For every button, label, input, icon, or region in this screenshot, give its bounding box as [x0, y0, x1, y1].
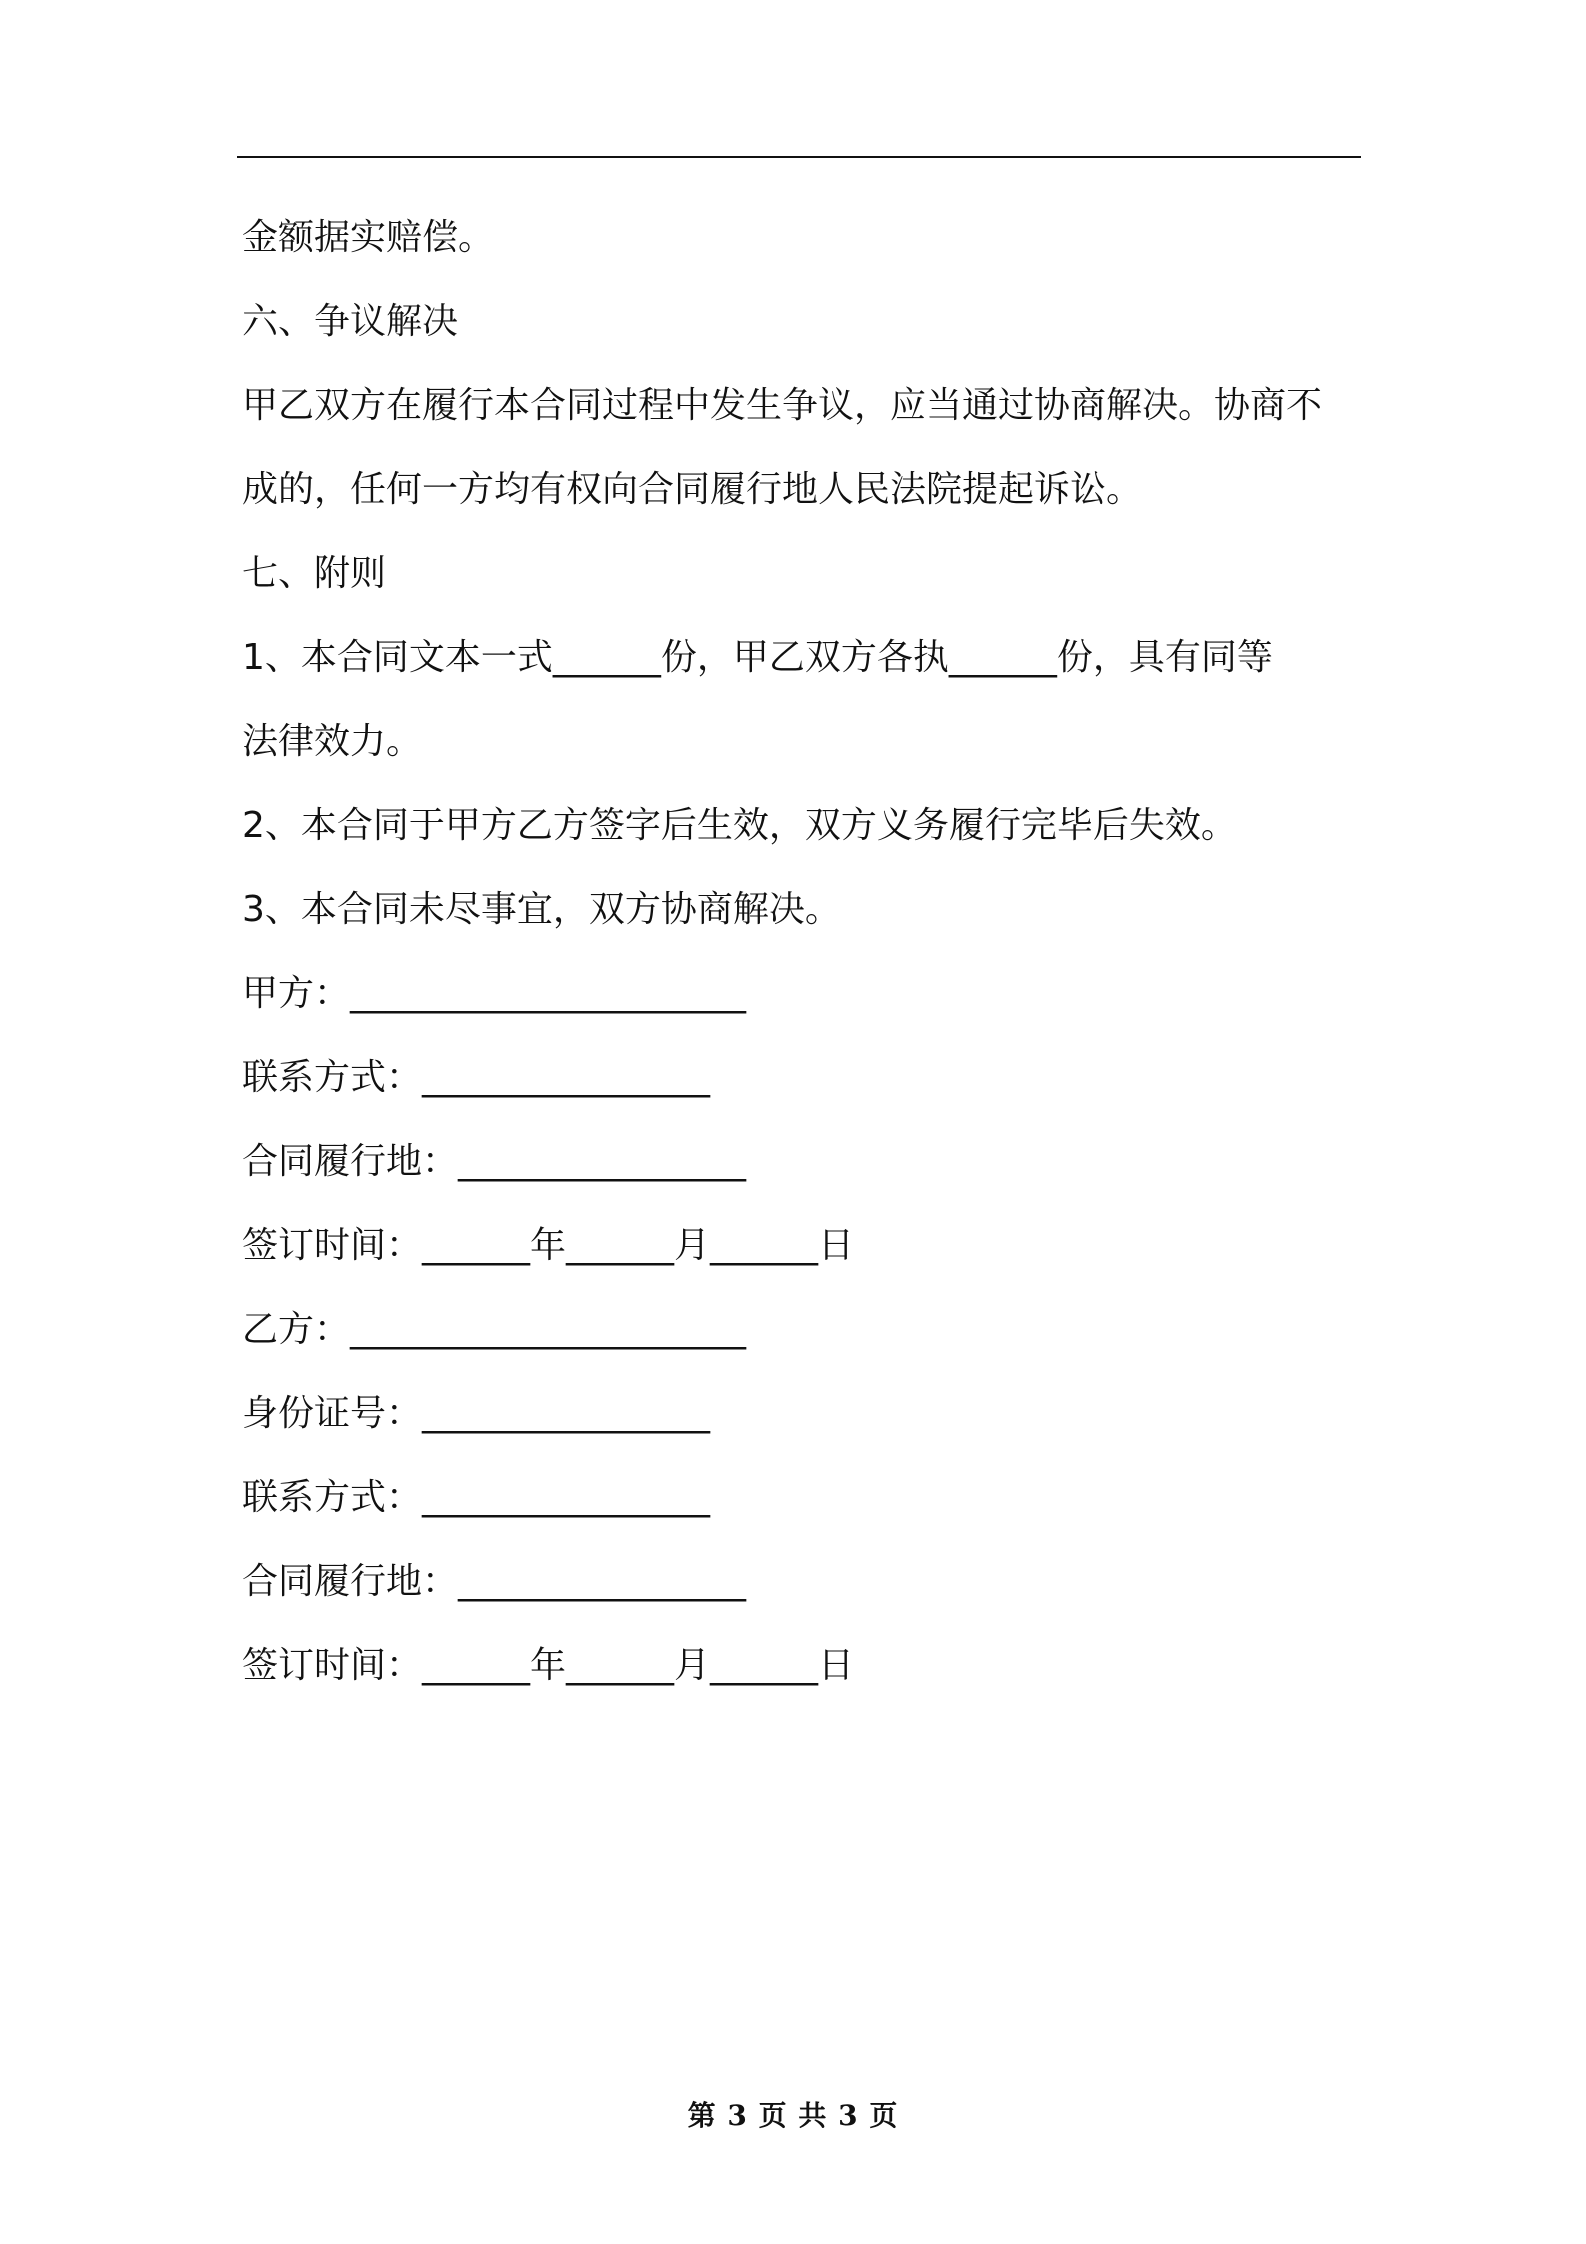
- clause-text-copies-1: 1、本合同文本一式______份，甲乙双方各执______份，具有同等: [242, 637, 1273, 678]
- party-a-field: 甲方：______________________: [242, 973, 747, 1014]
- party-a-place-field: 合同履行地：________________: [242, 1141, 747, 1182]
- party-a-date-field: 签订时间：______年______月______日: [242, 1225, 855, 1266]
- document-body: [242, 196, 1382, 1708]
- clause-text-compensation: 金额据实赔偿。: [242, 217, 495, 258]
- clause-text-dispute-1: 甲乙双方在履行本合同过程中发生争议，应当通过协商解决。协商不: [242, 385, 1323, 426]
- party-b-id-field: 身份证号：________________: [242, 1393, 711, 1434]
- party-b-field: 乙方：______________________: [242, 1309, 747, 1350]
- party-b-place-field: 合同履行地：________________: [242, 1561, 747, 1602]
- party-b-date-field: 签订时间：______年______月______日: [242, 1645, 855, 1686]
- section-heading-dispute: 六、争议解决: [242, 301, 459, 342]
- header-rule: [237, 156, 1361, 158]
- clause-text-effective: 2、本合同于甲方乙方签字后生效，双方义务履行完毕后失效。: [242, 805, 1237, 846]
- clause-text-dispute-2: 成的，任何一方均有权向合同履行地人民法院提起诉讼。: [242, 469, 1143, 510]
- section-heading-supplementary: 七、附则: [242, 553, 387, 594]
- clause-text-copies-2: 法律效力。: [242, 721, 423, 762]
- party-b-contact-field: 联系方式：________________: [242, 1477, 711, 1518]
- clause-text-unresolved: 3、本合同未尽事宜，双方协商解决。: [242, 889, 841, 930]
- page-number: 第 3 页 共 3 页: [687, 2099, 899, 2132]
- party-a-contact-field: 联系方式：________________: [242, 1057, 711, 1098]
